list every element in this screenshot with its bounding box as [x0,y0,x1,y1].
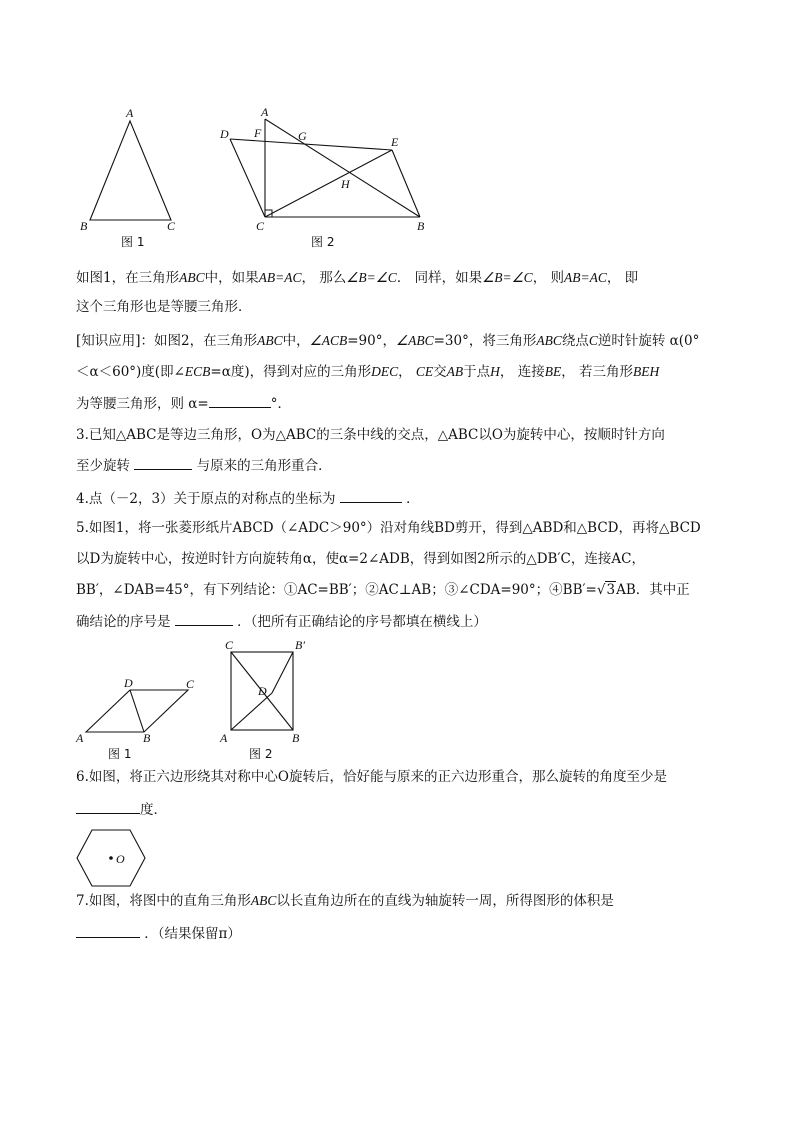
text: AB．其中正 [616,582,690,598]
math: H [490,364,500,379]
text: ， 即 [606,270,639,286]
answer-blank[interactable] [134,455,192,470]
question-3-line-1: 3.已知△ABC是等边三角形，O为△ABC的三条中线的交点，△ABC以O为旋转中心，按顺时针方向 [76,427,665,443]
answer-blank[interactable] [76,923,140,938]
math: ∠ABC [395,333,434,348]
figure-caption: 图 2 [249,747,273,761]
label-a: A [261,105,269,119]
radicand: 3 [606,582,616,598]
text: 确结论的序号是 [76,614,171,630]
label-c: C [167,219,176,233]
question-5-line-4 [76,611,487,632]
question-3-line-2 [76,455,332,476]
text: 交 [433,364,447,380]
text: ． [406,491,420,507]
text: ， [398,364,416,380]
sqrt-symbol: √3 [596,582,616,598]
math: AB=AC [564,270,607,285]
text: °． [270,396,291,412]
label-d: D [258,684,267,698]
application-line-1 [76,331,699,351]
figure-1-isosceles-triangle [70,104,200,254]
question-4-line-1 [76,488,420,509]
label-d: D [124,676,133,690]
question-7-line-2 [76,923,241,944]
segment-dc [230,139,265,217]
text: ， 那么 [301,270,347,286]
math: DEC [371,364,399,379]
label-o: O [116,852,125,866]
label-b: B [143,731,151,745]
label-b: B [417,219,425,233]
text: BB′，∠DAB=45°，有下列结论：①AC=BB′；②AC⊥AB；③∠CDA=90°；④BB′= [76,582,597,598]
text: 于点 [463,364,491,380]
triangle-abc [90,121,171,220]
math: BE [544,364,562,379]
text: ＜α＜60°)度(即∠ [76,364,185,380]
text: ．（把所有正确结论的序号都填在横线上） [237,614,487,630]
question-6-line-2 [76,799,167,820]
text: ， 则 [532,270,564,286]
math: ∠ACB [309,333,348,348]
label-d: D [220,127,229,141]
answer-blank[interactable] [76,799,140,814]
label-c: C [186,677,195,691]
label-b: B [292,731,300,745]
segment-be [392,150,420,217]
text: 7.如图，将图中的直角三角形 [76,893,251,909]
rotated-rhombus-svg [215,635,325,765]
text: 中，如果 [204,270,259,286]
math: ∠B=∠C [346,270,397,285]
label-e: E [391,135,399,149]
math: ABC [536,333,562,348]
figure-hexagon [74,826,154,890]
label-g: G [298,129,307,143]
text: ． 同样，如果 [396,270,483,286]
figure-2-svg [210,104,440,254]
question-6-line-1: 6.如图，将正六边形绕其对称中心O旋转后，恰好能与原来的正六边形重合，那么旋转的角度至少是 [76,769,667,785]
math: ECB [184,364,211,379]
segment-db-prime [272,652,293,693]
segment-ad [231,693,272,730]
text: 度． [140,802,167,818]
label-f: F [254,126,262,140]
text: ．（结果保留π） [144,926,241,942]
figure-caption: 图 1 [108,747,132,761]
answer-blank[interactable] [209,393,271,408]
question-5-line-2: 以D为旋转中心，按逆时针方向旋转角α，使α=2∠ADB，得到如图2所示的△DB′C，连接AC， [76,551,645,567]
label-c: C [225,638,234,652]
figure-caption: 图 1 [121,235,145,249]
label-b-prime: B′ [295,638,305,652]
segment-ab [265,119,420,217]
application-line-3 [76,393,291,414]
text: 4.点（－2，3）关于原点的对称点的坐标为 [76,491,336,507]
math: C [588,333,598,348]
figure-caption: 图 2 [311,235,335,249]
text: ， 若三角形 [561,364,633,380]
figure-rhombus [70,672,210,762]
figure-2-rotated-triangles [210,104,440,254]
label-a: A [126,106,134,120]
text: =90°， [347,333,396,349]
math: ∠B=∠C [482,270,533,285]
text: 与原来的三角形重合． [196,458,332,474]
text: 如图1，在三角形 [76,270,180,286]
math: ABC [257,333,283,348]
label-a: A [76,731,84,745]
question-5-line-1: 5.如图1，将一张菱形纸片ABCD（∠ADC＞90°）沿对角线BD剪开，得到△ABD和△BCD，再将△BCD [76,520,701,536]
figure-1-svg [70,104,200,254]
text: 为等腰三角形，则 α= [76,396,209,412]
label-h: H [341,177,350,191]
math: CE [415,364,434,379]
diagonal-bd [130,690,144,732]
text: =α度)，得到对应的三角形 [210,364,372,380]
label-b: B [80,219,88,233]
text: =30°，将三角形 [433,333,537,349]
math: AB [446,364,464,379]
text: 以长直角边所在的直线为轴旋转一周，所得图形的体积是 [276,893,614,909]
question-7-line-1 [76,891,614,911]
text: 中， [282,333,310,349]
question-5-line-3 [76,580,690,600]
center-point [109,856,113,860]
intro-line-2: 这个三角形也是等腰三角形． [76,299,252,315]
segment-ce [265,150,392,217]
math: AB=AC [258,270,302,285]
text: [知识应用]：如图2，在三角形 [76,333,258,349]
math: ABC [250,893,277,908]
text: 至少旋转 [76,458,130,474]
text: 逆时针旋转 α(0° [597,333,700,349]
math: BEH [633,364,660,379]
text: ， 连接 [499,364,545,380]
answer-blank[interactable] [175,611,233,626]
rhombus-svg [70,672,210,762]
math: ABC [179,270,205,285]
figure-rotated-rhombus [215,635,325,765]
label-a: A [220,731,228,745]
answer-blank[interactable] [340,488,402,503]
hexagon-svg [74,826,154,890]
intro-line-1 [76,268,638,288]
application-line-2 [76,362,659,382]
label-c: C [256,219,265,233]
text: 绕点 [561,333,589,349]
